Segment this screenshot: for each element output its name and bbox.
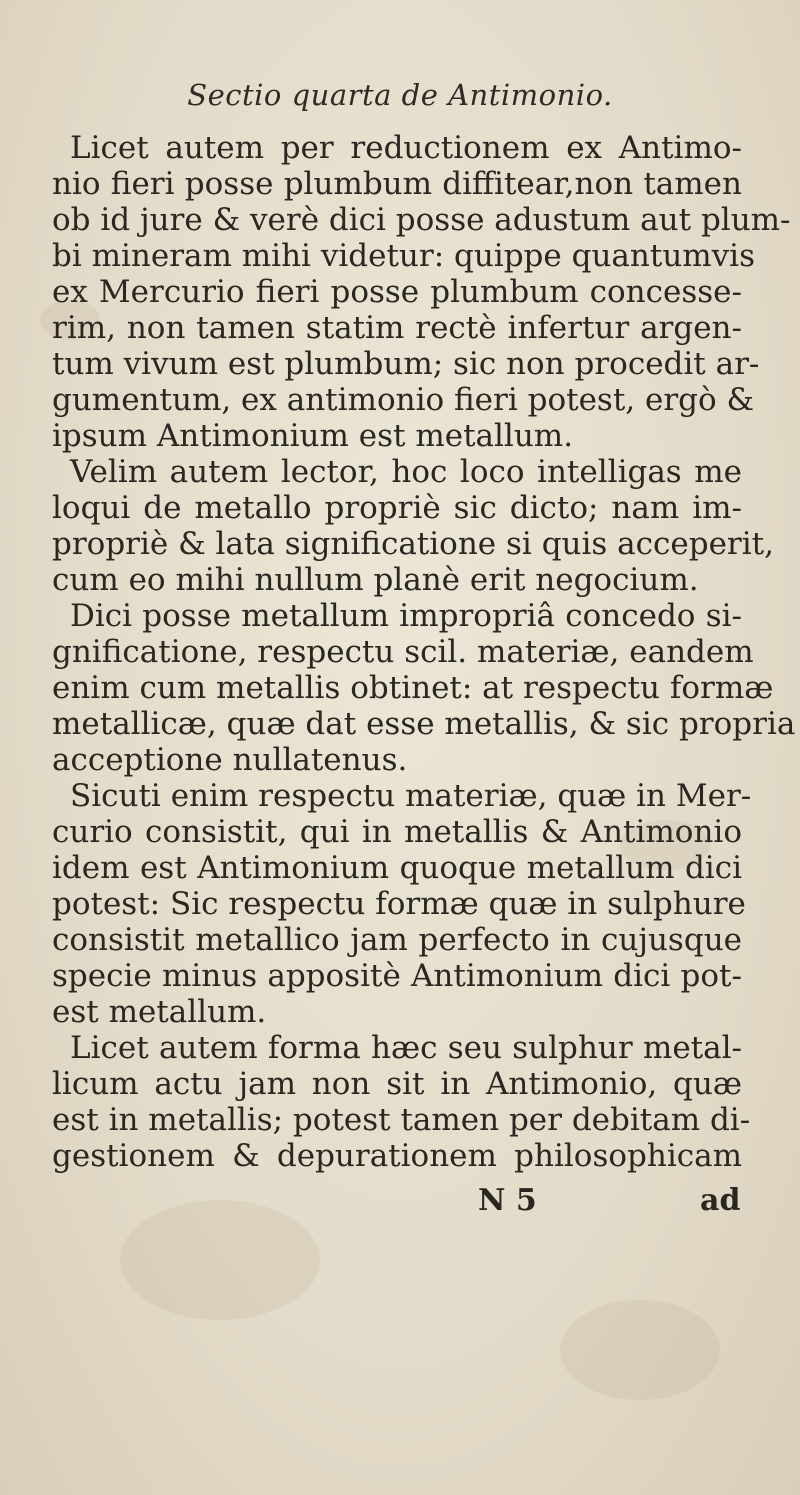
text-line: gnificatione, respectu scil. materiæ, eandem	[52, 634, 754, 670]
text-line: Sicuti enim respectu materiæ, quæ in Mer-	[70, 778, 752, 814]
text-line: propriè & lata significatione si quis acceperit,	[52, 526, 774, 562]
text-line: Dici posse metallum impropriâ concedo si-	[70, 598, 742, 634]
text-line: tum vivum est plumbum; sic non procedit ar-	[52, 346, 760, 382]
text-line: enim cum metallis obtinet: at respectu formæ	[52, 670, 774, 706]
text-line: curio consistit, qui in metallis & Antimonio	[52, 814, 742, 850]
running-head: Sectio quarta de Antimonio.	[187, 78, 613, 112]
text-line: metallicæ, quæ dat esse metallis, & sic propria	[52, 706, 796, 742]
text-line: Licet autem per reductionem ex Antimo-	[70, 130, 742, 166]
paper-stain	[120, 1200, 320, 1320]
text-line: est in metallis; potest tamen per debitam di-	[52, 1102, 751, 1138]
text-line: nio fieri posse plumbum diffitear,non tamen	[52, 166, 742, 202]
text-line: specie minus appositè Antimonium dici pot-	[52, 958, 742, 994]
text-line: bi mineram mihi videtur: quippe quantumvis	[52, 238, 756, 274]
text-line: potest: Sic respectu formæ quæ in sulphure	[52, 886, 746, 922]
text-line: est metallum.	[52, 994, 267, 1030]
text-line: loqui de metallo propriè sic dicto; nam im-	[52, 490, 742, 526]
text-line: consistit metallico jam perfecto in cujusque	[52, 922, 742, 958]
text-line: Velim autem lector, hoc loco intelligas me	[70, 454, 742, 490]
text-line: ex Mercurio fieri posse plumbum concesse-	[52, 274, 742, 310]
text-line: cum eo mihi nullum planè erit negocium.	[52, 562, 699, 598]
text-line: acceptione nullatenus.	[52, 742, 408, 778]
paper-stain	[560, 1300, 720, 1400]
text-line: ipsum Antimonium est metallum.	[52, 418, 574, 454]
text-line: rim, non tamen statim rectè infertur argen-	[52, 310, 742, 346]
text-line: ob id jure & verè dici posse adustum aut plum-	[52, 202, 791, 238]
text-line: Licet autem forma hæc seu sulphur metal-	[70, 1030, 742, 1066]
signature-mark: N 5	[478, 1183, 537, 1218]
text-line: gumentum, ex antimonio fieri potest, ergò &	[52, 382, 755, 418]
text-line: idem est Antimonium quoque metallum dici	[52, 850, 742, 886]
text-line: gestionem & depurationem philosophicam	[52, 1138, 742, 1174]
catchword: ad	[700, 1183, 741, 1218]
text-line: licum actu jam non sit in Antimonio, quæ	[52, 1066, 742, 1102]
